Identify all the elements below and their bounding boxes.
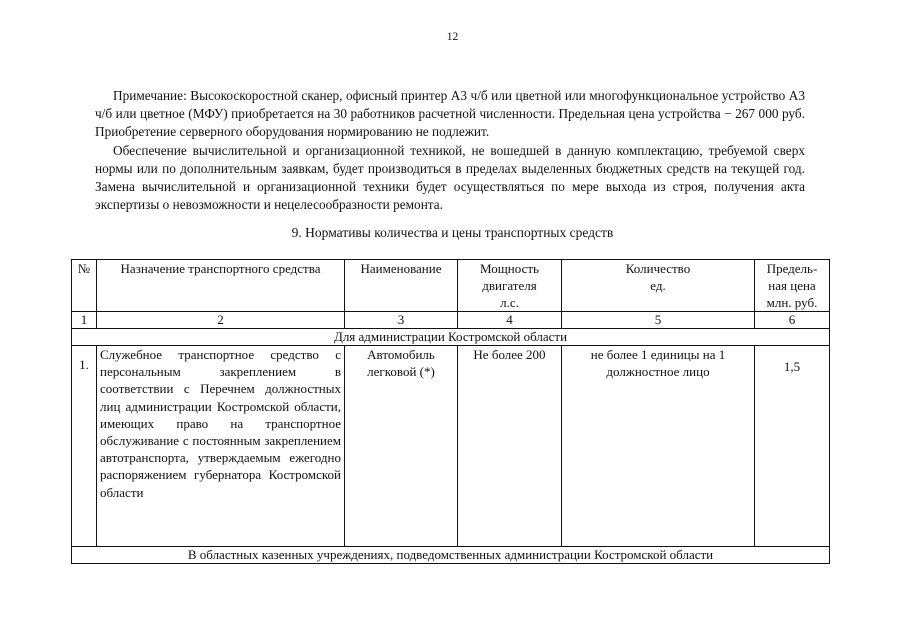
row-quantity: не более 1 единицы на 1 должностное лицо (562, 346, 755, 547)
row-price: 1,5 (755, 346, 830, 547)
note-paragraph: Примечание: Высокоскоростной сканер, офисный принтер А3 ч/б или цветной или многофункциональное устройство А3 ч/б или цветное (МФУ) приобретается на 30 работников расчетной численности. Предельная цена устройства − 267 000 руб. Приобретение серверного оборудования нормированию не подлежит. (95, 88, 805, 139)
section-title: 9. Нормативы количества и цены транспортных средств (291, 225, 614, 240)
group-row-administration (72, 329, 830, 346)
table-row (72, 346, 830, 547)
row-vehicle-name: Автомобиль легковой (*) (345, 346, 458, 547)
header-price: Предель-ная цена млн. руб. (755, 260, 830, 312)
row-engine-power: Не более 200 (458, 346, 562, 547)
column-number: 5 (562, 312, 755, 329)
column-number: 3 (345, 312, 458, 329)
header-name: Наименование (345, 260, 458, 312)
supply-paragraph: Обеспечение вычислительной и организационной техникой, не вошедшей в данную комплектацию, требуемой сверх нормы или по дополнительным заявкам, будет производиться в пределах выделенных бюджетных средств на текущей год. Замена вычислительной и организационной техники будет осуществляться по мере выхода из строя, получения акта экспертизы о невозможности и нецелесообразности ремонта. (95, 143, 805, 212)
group-row-institutions (72, 547, 830, 564)
column-number: 1 (72, 312, 97, 329)
page-number: 12 (446, 31, 459, 43)
group-label: В областных казенных учреждениях, подведомственных администрации Костромской области (72, 547, 830, 564)
header-quantity: Количество ед. (562, 260, 755, 312)
group-label: Для администрации Костромской области (72, 329, 830, 346)
header-purpose: Назначение транспортного средства (97, 260, 345, 312)
column-number-row (72, 312, 830, 329)
header-power: Мощность двигателя л.с. (458, 260, 562, 312)
row-number: 1. (72, 346, 97, 547)
transport-norms-table (71, 259, 830, 564)
column-number: 4 (458, 312, 562, 329)
column-number: 2 (97, 312, 345, 329)
header-num: № (72, 260, 97, 312)
row-purpose: Служебное транспортное средство с персональным закреплением в соответствии с Перечнем должностных лиц администрации Костромской области, имеющих право на транспортное обслуживание с постоянным закреплением автотранспорта, утверждаемым ежегодно распоряжением губернатора Костромской области (97, 346, 345, 547)
table-header-row (72, 260, 830, 312)
column-number: 6 (755, 312, 830, 329)
